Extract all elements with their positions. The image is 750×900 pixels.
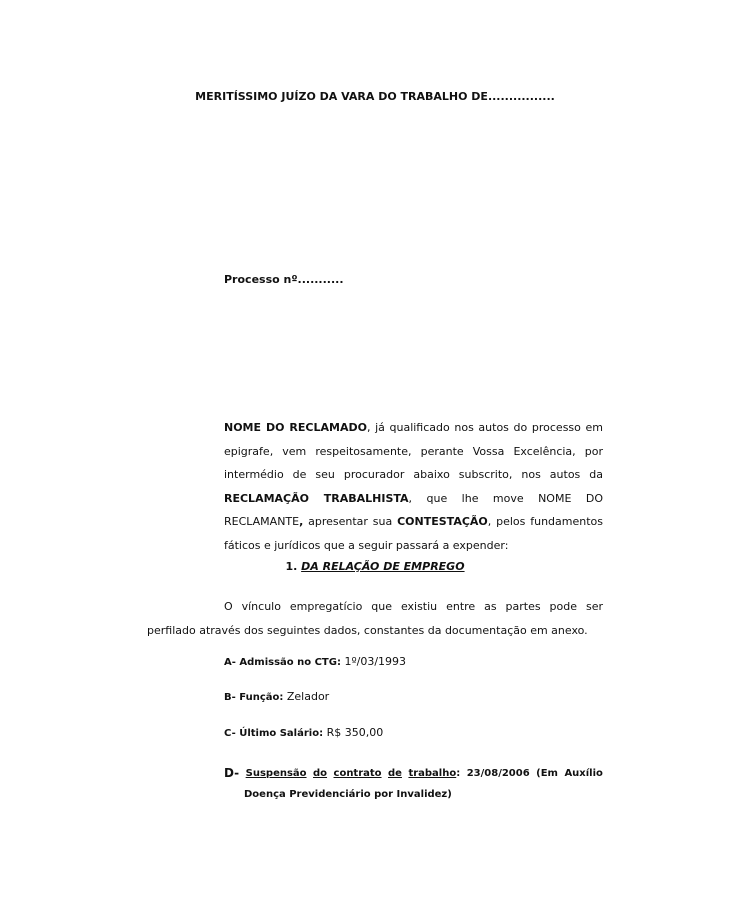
court-heading: MERITÍSSIMO JUÍZO DA VARA DO TRABALHO DE................ <box>195 90 555 103</box>
item-d-word-2: do <box>313 768 328 779</box>
reclamado-name: NOME DO RECLAMADO <box>224 421 367 434</box>
item-a-value: 1º/03/1993 <box>340 655 407 668</box>
item-d-word-5: trabalho <box>408 768 457 779</box>
intro-text-1: , já qualificado nos autos do processo em epigrafe, vem respeitosamente, perante Vossa Excelência, por intermédio de seu procurador abaixo subscrito, nos autos da <box>224 421 603 481</box>
item-suspensao <box>224 763 603 805</box>
item-d-date: 23/08/2006 <box>466 768 530 779</box>
employment-paragraph: O vínculo empregatício que existiu entre as partes pode ser perfilado através dos seguintes dados, constantes da documentação em anexo. <box>147 600 603 637</box>
item-d-paren-2: Auxílio <box>564 768 603 779</box>
item-d-letter: D- <box>224 766 240 780</box>
item-b-value: Zelador <box>283 690 330 703</box>
intro-paragraph <box>224 416 603 557</box>
item-salario <box>224 726 383 739</box>
item-d-word-1: Suspensão <box>245 768 307 779</box>
section-number: 1. <box>285 560 298 573</box>
item-admissao <box>224 655 406 668</box>
item-d-word-5-wrap <box>408 763 460 784</box>
item-d-paren-1: (Em <box>536 768 558 779</box>
section-title <box>0 560 750 573</box>
item-a-label: A- Admissão no CTG: <box>224 657 341 668</box>
intro-text-4: , pelos fundamentos fáticos e jurídicos que a seguir passará a expender: <box>224 515 603 552</box>
intro-text-2: , que lhe move NOME DO RECLAMANTE <box>224 491 603 528</box>
contestacao-word: CONTESTAÇÃO <box>397 515 488 528</box>
item-c-value: R$ 350,00 <box>323 726 384 739</box>
item-d-line-1 <box>224 763 603 784</box>
item-funcao <box>224 690 329 703</box>
item-c-label: C- Último Salário: <box>224 728 324 739</box>
process-number: Processo nº........... <box>224 273 344 286</box>
item-d-colon: : <box>456 768 461 779</box>
action-type: RECLAMAÇÃO TRABALHISTA <box>224 491 409 505</box>
item-d-line-2: Doença Previdenciário por Invalidez) <box>244 789 452 800</box>
item-d-word-4: de <box>388 768 402 779</box>
item-d-word-3: contrato <box>333 768 382 779</box>
item-b-label: B- Função: <box>224 692 284 703</box>
intro-text-3: apresentar sua <box>303 515 398 528</box>
section-name: DA RELAÇÃO DE EMPREGO <box>301 560 465 573</box>
intro-comma: , <box>299 515 304 528</box>
